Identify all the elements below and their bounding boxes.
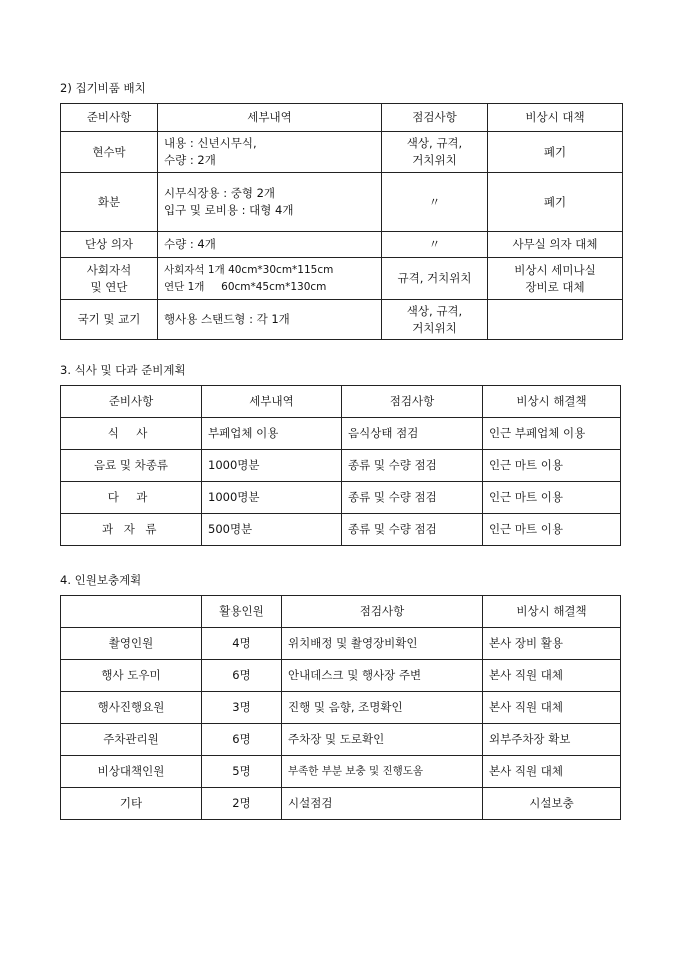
item-cell [61,300,158,340]
role-cell: 기타 [61,788,202,820]
cell-text: 거치위치 [412,320,457,335]
item-cell: 음료 및 차종류 [61,450,202,482]
equipment-table [60,103,623,340]
plan-cell: 시설보충 [483,788,621,820]
section-3-title: 3. 식사 및 다과 준비계획 [60,363,186,377]
header-cell: 활용인원 [202,596,282,628]
plan-cell [488,173,623,232]
role-cell: 촬영인원 [61,628,202,660]
cell-text: 폐기 [543,144,567,159]
count-cell: 3명 [202,692,282,724]
role-cell: 비상대책인원 [61,756,202,788]
table-row [61,132,623,173]
cell-text: 규격, 거치위치 [397,271,472,285]
cell-text: 색상, 규격, [406,303,463,318]
table-row [61,756,621,788]
check-cell: 위치배정 및 촬영장비확인 [282,628,483,660]
count-cell: 4명 [202,628,282,660]
detail-cell [158,232,382,258]
catering-table [60,385,621,546]
table-row [61,482,621,514]
cell-text: 시무식장용 : 중형 2개 [164,186,276,200]
plan-cell: 본사 직원 대체 [483,756,621,788]
cell-text: 사회자석 1개 40cm*30cm*115cm [164,263,334,276]
check-cell: 진행 및 음향, 조명확인 [282,692,483,724]
item-cell [61,232,158,258]
cell-text: 폐기 [543,194,567,209]
detail-cell: 부페업체 이용 [202,418,342,450]
header-cell: 비상시 해결책 [483,386,621,418]
role-cell: 행사진행요원 [61,692,202,724]
table-row [61,258,623,300]
table-row [61,692,621,724]
cell-text: 거치위치 [412,153,457,167]
plan-cell [488,232,623,258]
plan-cell [488,300,623,340]
table-row [61,724,621,756]
detail-cell [158,258,382,300]
header-cell: 준비사항 [61,386,202,418]
header-cell: 비상시 대책 [488,104,623,132]
check-cell: 종류 및 수량 점검 [342,482,483,514]
plan-cell: 본사 직원 대체 [483,660,621,692]
check-cell [382,232,488,258]
header-cell: 준비사항 [61,104,158,132]
cell-text: 색상, 규격, [406,136,463,150]
item-cell [61,258,158,300]
cell-text: 〃 [428,237,441,251]
cell-text: 국기 및 교기 [77,312,141,326]
cell-text: 사무실 의자 대체 [512,237,598,251]
plan-cell [488,132,623,173]
staffing-table [60,595,621,820]
section-2-title: 2) 집기비품 배치 [60,81,146,95]
detail-cell: 500명분 [202,514,342,546]
count-cell: 5명 [202,756,282,788]
item-cell [61,132,158,173]
check-cell: 안내데스크 및 행사장 주변 [282,660,483,692]
check-cell [382,300,488,340]
cell-text: 장비로 대체 [525,279,585,294]
detail-cell [158,173,382,232]
table-row [61,418,621,450]
plan-cell [488,258,623,300]
item-cell: 다 과 [61,482,202,514]
check-cell: 부족한 부분 보충 및 진행도움 [282,756,483,788]
plan-cell: 인근 마트 이용 [483,450,621,482]
header-cell: 비상시 해결책 [483,596,621,628]
section-4-title: 4. 인원보충계획 [60,573,142,587]
check-cell: 음식상태 점검 [342,418,483,450]
table-row [61,628,621,660]
plan-cell: 본사 직원 대체 [483,692,621,724]
plan-cell: 인근 부페업체 이용 [483,418,621,450]
detail-cell [158,300,382,340]
cell-text: 비상시 세미나실 [514,262,596,277]
plan-cell: 본사 장비 활용 [483,628,621,660]
plan-cell: 인근 마트 이용 [483,514,621,546]
check-cell [382,258,488,300]
table-row [61,788,621,820]
header-cell: 세부내역 [158,104,382,132]
header-cell: 점검사항 [342,386,483,418]
cell-text: 단상 의자 [84,237,134,251]
detail-cell: 1000명분 [202,482,342,514]
cell-text: 입구 및 로비용 : 대형 4개 [164,203,294,217]
cell-text: 내용 : 신년시무식, [164,136,257,150]
table-row [61,450,621,482]
table-header-row [61,104,623,132]
role-cell: 주차관리원 [61,724,202,756]
check-cell: 종류 및 수량 점검 [342,514,483,546]
detail-cell [158,132,382,173]
item-cell [61,173,158,232]
table-header-row [61,596,621,628]
role-cell: 행사 도우미 [61,660,202,692]
header-cell: 세부내역 [202,386,342,418]
header-cell: 점검사항 [382,104,488,132]
table-row [61,514,621,546]
table-row [61,173,623,232]
detail-cell: 1000명분 [202,450,342,482]
plan-cell: 외부주차장 확보 [483,724,621,756]
cell-text: 연단 1개 60cm*45cm*130cm [164,280,327,293]
table-row [61,300,623,340]
cell-text: 수량 : 2개 [164,153,216,167]
cell-text: 화분 [97,194,121,209]
cell-text: 및 연단 [90,279,128,294]
check-cell: 시설점검 [282,788,483,820]
cell-text: 〃 [428,194,441,209]
cell-text: 수량 : 4개 [164,237,216,251]
plan-cell: 인근 마트 이용 [483,482,621,514]
header-cell: 점검사항 [282,596,483,628]
check-cell: 주차장 및 도로확인 [282,724,483,756]
table-row [61,232,623,258]
check-cell: 종류 및 수량 점검 [342,450,483,482]
cell-text: 행사용 스탠드형 : 각 1개 [164,312,290,326]
table-header-row [61,386,621,418]
item-cell: 식 사 [61,418,202,450]
header-cell [61,596,202,628]
check-cell [382,173,488,232]
table-row [61,660,621,692]
cell-text: 사회자석 [86,262,132,277]
check-cell [382,132,488,173]
count-cell: 6명 [202,724,282,756]
cell-text: 현수막 [92,144,126,159]
item-cell: 과 자 류 [61,514,202,546]
count-cell: 6명 [202,660,282,692]
count-cell: 2명 [202,788,282,820]
